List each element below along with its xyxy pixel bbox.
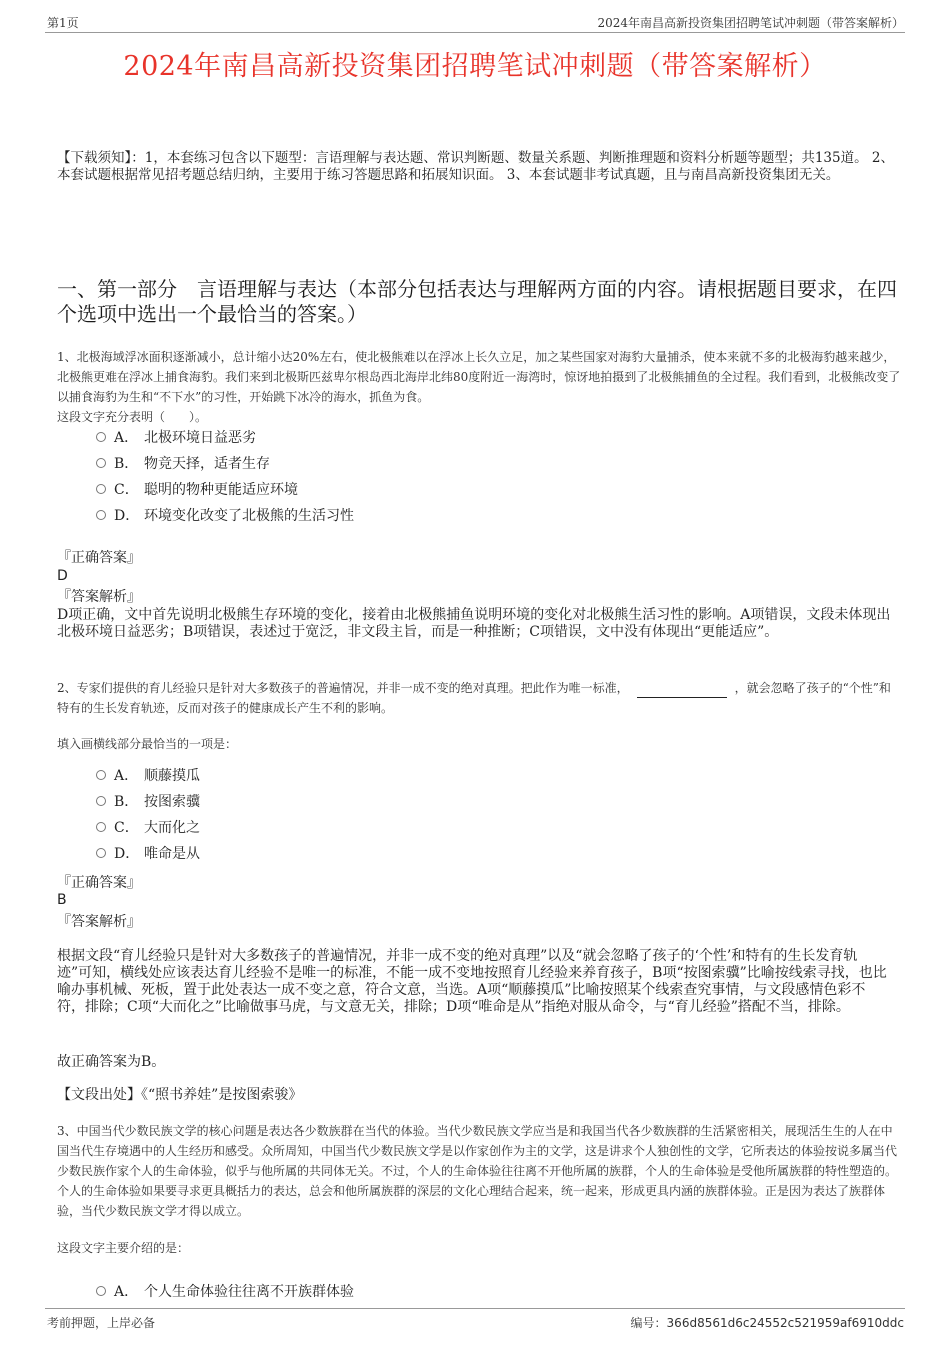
question-3-option-a[interactable]: A． 个人生命体验往往离不开族群体验 bbox=[96, 1282, 354, 1302]
question-3-stem: 这段文字主要介绍的是： bbox=[57, 1241, 190, 1255]
footer-slogan: 考前押题，上岸必备 bbox=[47, 1316, 156, 1330]
question-2-stem: 填入画横线部分最恰当的一项是： bbox=[57, 737, 238, 751]
question-2-analysis: 根据文段“育儿经验只是针对大多数孩子的普遍情况，并非一成不变的绝对真理”以及“就会忽略了孩子的‘个性’和特有的生长发育轨迹”可知，横线处应该表达育儿经验不是唯一的标准，不能一成不变地按照育儿经验来养育孩子，B项“按图索骥”比喻按线索寻找，也比喻办事机械、死板，置于此处表达一成不变之意，符合文意，当选。A项“顺藤摸瓜”比喻按照某个线索查究事情，与文段感情色彩不符，排除；C项“大而化之”比喻做事马虎，与文意无关，排除；D项“唯命是从”指绝对服从命令，与“育儿经验”搭配不当，排除。 bbox=[57, 948, 887, 1015]
fill-blank bbox=[637, 685, 727, 698]
radio-icon[interactable] bbox=[96, 510, 106, 520]
running-header-title: 2024年南昌高新投资集团招聘笔试冲刺题（带答案解析） bbox=[597, 16, 904, 30]
question-1-option-c[interactable]: C． 聪明的物种更能适应环境 bbox=[96, 480, 298, 500]
download-notice: 【下载须知】：1，本套练习包含以下题型：言语理解与表达题、常识判断题、数量关系题、判断推理题和资料分析题等题型；共135道。 2、本套试题根据常见招考题总结归纳，主要用于练习答题思路和拓展知识面。 3、本套试题非考试真题，且与南昌高新投资集团无关。 bbox=[57, 150, 894, 183]
radio-icon[interactable] bbox=[96, 822, 106, 832]
footer-divider bbox=[45, 1308, 905, 1309]
question-1-text: 1、北极海域浮冰面积逐渐减小，总计缩小达20%左右，使北极熊难以在浮冰上长久立足，加之某些国家对海豹大量捕杀，使本来就不多的北极海豹越来越少，北极熊更难在浮冰上捕食海豹。我们来到北极斯匹兹卑尔根岛西北海岸北纬80度附近一海湾时，惊讶地拍摄到了北极熊捕鱼的全过程。我们看到，北极熊改变了以捕食海豹为生和“不下水”的习性，开始跳下冰冷的海水，抓鱼为食。 bbox=[57, 350, 901, 404]
radio-icon[interactable] bbox=[96, 796, 106, 806]
question-1-answer: D bbox=[57, 568, 68, 584]
question-2-option-b[interactable]: B． 按图索骥 bbox=[96, 792, 200, 812]
radio-icon[interactable] bbox=[96, 1286, 106, 1296]
radio-icon[interactable] bbox=[96, 770, 106, 780]
question-1-answer-label: 『正确答案』 bbox=[57, 550, 141, 566]
question-2-answer: B bbox=[57, 892, 67, 908]
question-2-analysis-label: 『答案解析』 bbox=[57, 914, 141, 930]
document-title: 2024年南昌高新投资集团招聘笔试冲刺题（带答案解析） bbox=[123, 51, 827, 82]
section-heading: 一、第一部分 言语理解与表达（本部分包括表达与理解两方面的内容。请根据题目要求，在四个选项中选出一个最恰当的答案。） bbox=[57, 277, 897, 326]
radio-icon[interactable] bbox=[96, 848, 106, 858]
radio-icon[interactable] bbox=[96, 458, 106, 468]
question-2-option-c[interactable]: C． 大而化之 bbox=[96, 818, 200, 838]
question-2-conclusion: 故正确答案为B。 bbox=[57, 1054, 166, 1070]
radio-icon[interactable] bbox=[96, 484, 106, 494]
question-2-option-a[interactable]: A． 顺藤摸瓜 bbox=[96, 766, 200, 786]
header-divider bbox=[45, 32, 905, 33]
footer-code: 编号：366d8561d6c24552c521959af6910ddc bbox=[630, 1316, 904, 1330]
page-number: 第1页 bbox=[47, 16, 79, 30]
question-1-option-b[interactable]: B． 物竞天择，适者生存 bbox=[96, 454, 270, 474]
radio-icon[interactable] bbox=[96, 432, 106, 442]
question-1-analysis: D项正确，文中首先说明北极熊生存环境的变化，接着由北极熊捕鱼说明环境的变化对北极熊生活习性的影响。A项错误，文段未体现出北极环境日益恶劣；B项错误，表述过于宽泛，非文段主旨，而是一种推断；C项错误，文中没有体现出“更能适应”。 bbox=[57, 607, 891, 640]
question-2-option-d[interactable]: D． 唯命是从 bbox=[96, 844, 200, 864]
question-2-text: 2、专家们提供的育儿经验只是针对大多数孩子的普遍情况，并非一成不变的绝对真理。把此作为唯一标准， ，就会忽略了孩子的“个性”和特有的生长发育轨迹，反而对孩子的健康成长产生不利的影响。 bbox=[57, 681, 891, 715]
question-2-answer-label: 『正确答案』 bbox=[57, 875, 141, 891]
question-1-stem: 这段文字充分表明（ ）。 bbox=[57, 410, 208, 424]
question-3-text: 3、中国当代少数民族文学的核心问题是表达各少数族群在当代的体验。当代少数民族文学应当是和我国当代各少数族群的生活紧密相关，展现活生生的人在中国当代生存境遇中的人生经历和感受。众所周知，中国当代少数民族文学是以作家创作为主的文学，这是讲求个人独创性的文学，它所表达的体验按说多属当代少数民族作家个人的生命体验，似乎与他所属的共同体无关。不过，个人的生命体验往往离不开他所属的族群，个人的生命体验是受他所属族群的特性塑造的。个人的生命体验如果要寻求更具概括力的表达，总会和他所属族群的深层的文化心理结合起来，统一起来，形成更具内涵的族群体验。正是因为表达了族群体验，当代少数民族文学才得以成立。 bbox=[57, 1124, 898, 1218]
question-1-option-a[interactable]: A． 北极环境日益恶劣 bbox=[96, 428, 256, 448]
question-1-analysis-label: 『答案解析』 bbox=[57, 589, 141, 605]
question-1-option-d[interactable]: D． 环境变化改变了北极熊的生活习性 bbox=[96, 506, 354, 526]
question-2-source: 【文段出处】《“照书养娃”是按图索骏》 bbox=[57, 1087, 303, 1103]
